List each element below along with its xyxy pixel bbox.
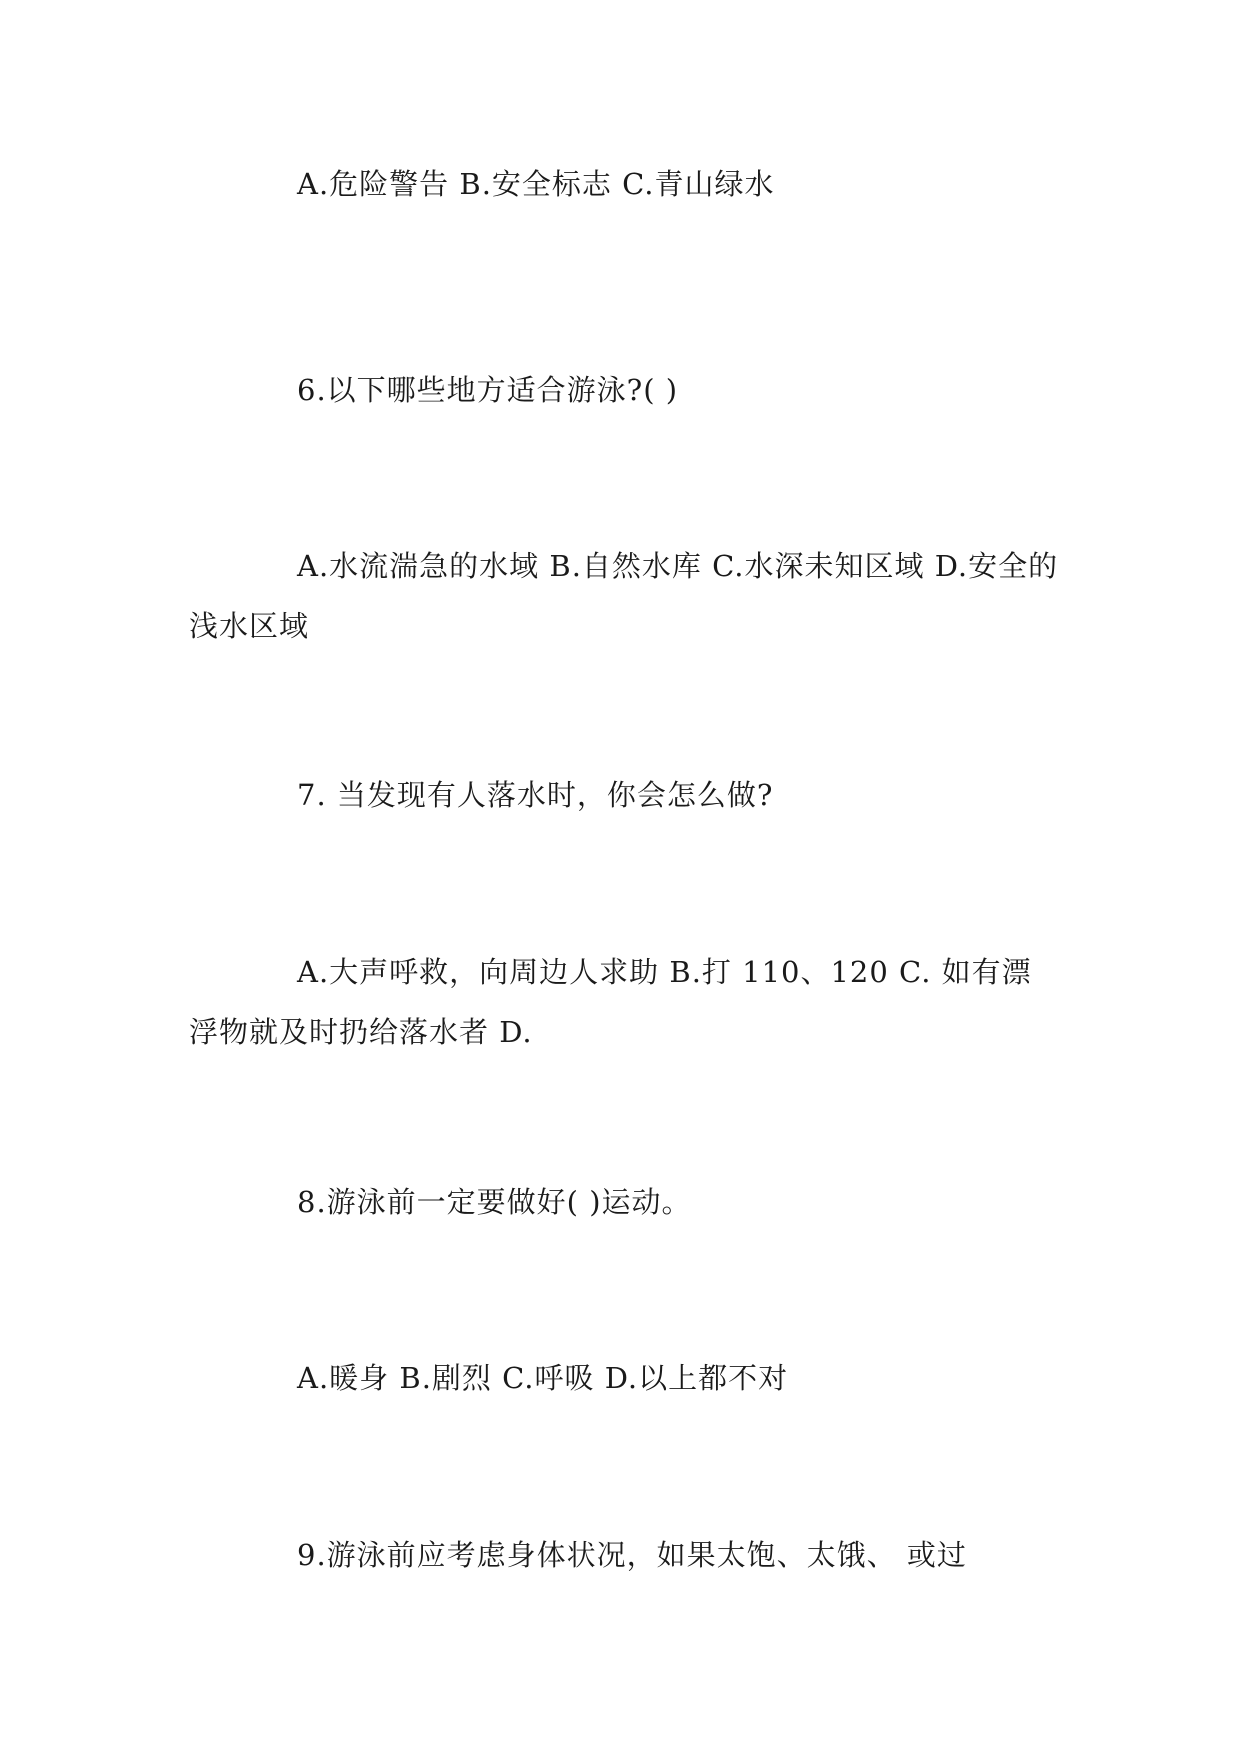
answer-options-q6: A.水流湍急的水域 B.自然水库 C.水深未知区域 D.安全的浅水区域 xyxy=(189,549,1059,643)
answer-options-q7: A.大声呼救，向周边人求助 B.打 110、120 C. 如有漂浮物就及时扔给落水者 D. xyxy=(189,955,1032,1049)
question-6: 6.以下哪些地方适合游泳?( ) xyxy=(297,373,679,407)
answer-options-q5: A.危险警告 B.安全标志 C.青山绿水 xyxy=(297,167,775,201)
question-9: 9.游泳前应考虑身体状况，如果太饱、太饿、 或过 xyxy=(297,1538,967,1572)
question-7: 7. 当发现有人落水时，你会怎么做? xyxy=(297,778,774,812)
answer-options-q8: A.暖身 B.剧烈 C.呼吸 D.以上都不对 xyxy=(297,1361,789,1395)
question-8: 8.游泳前一定要做好( )运动。 xyxy=(297,1185,692,1219)
